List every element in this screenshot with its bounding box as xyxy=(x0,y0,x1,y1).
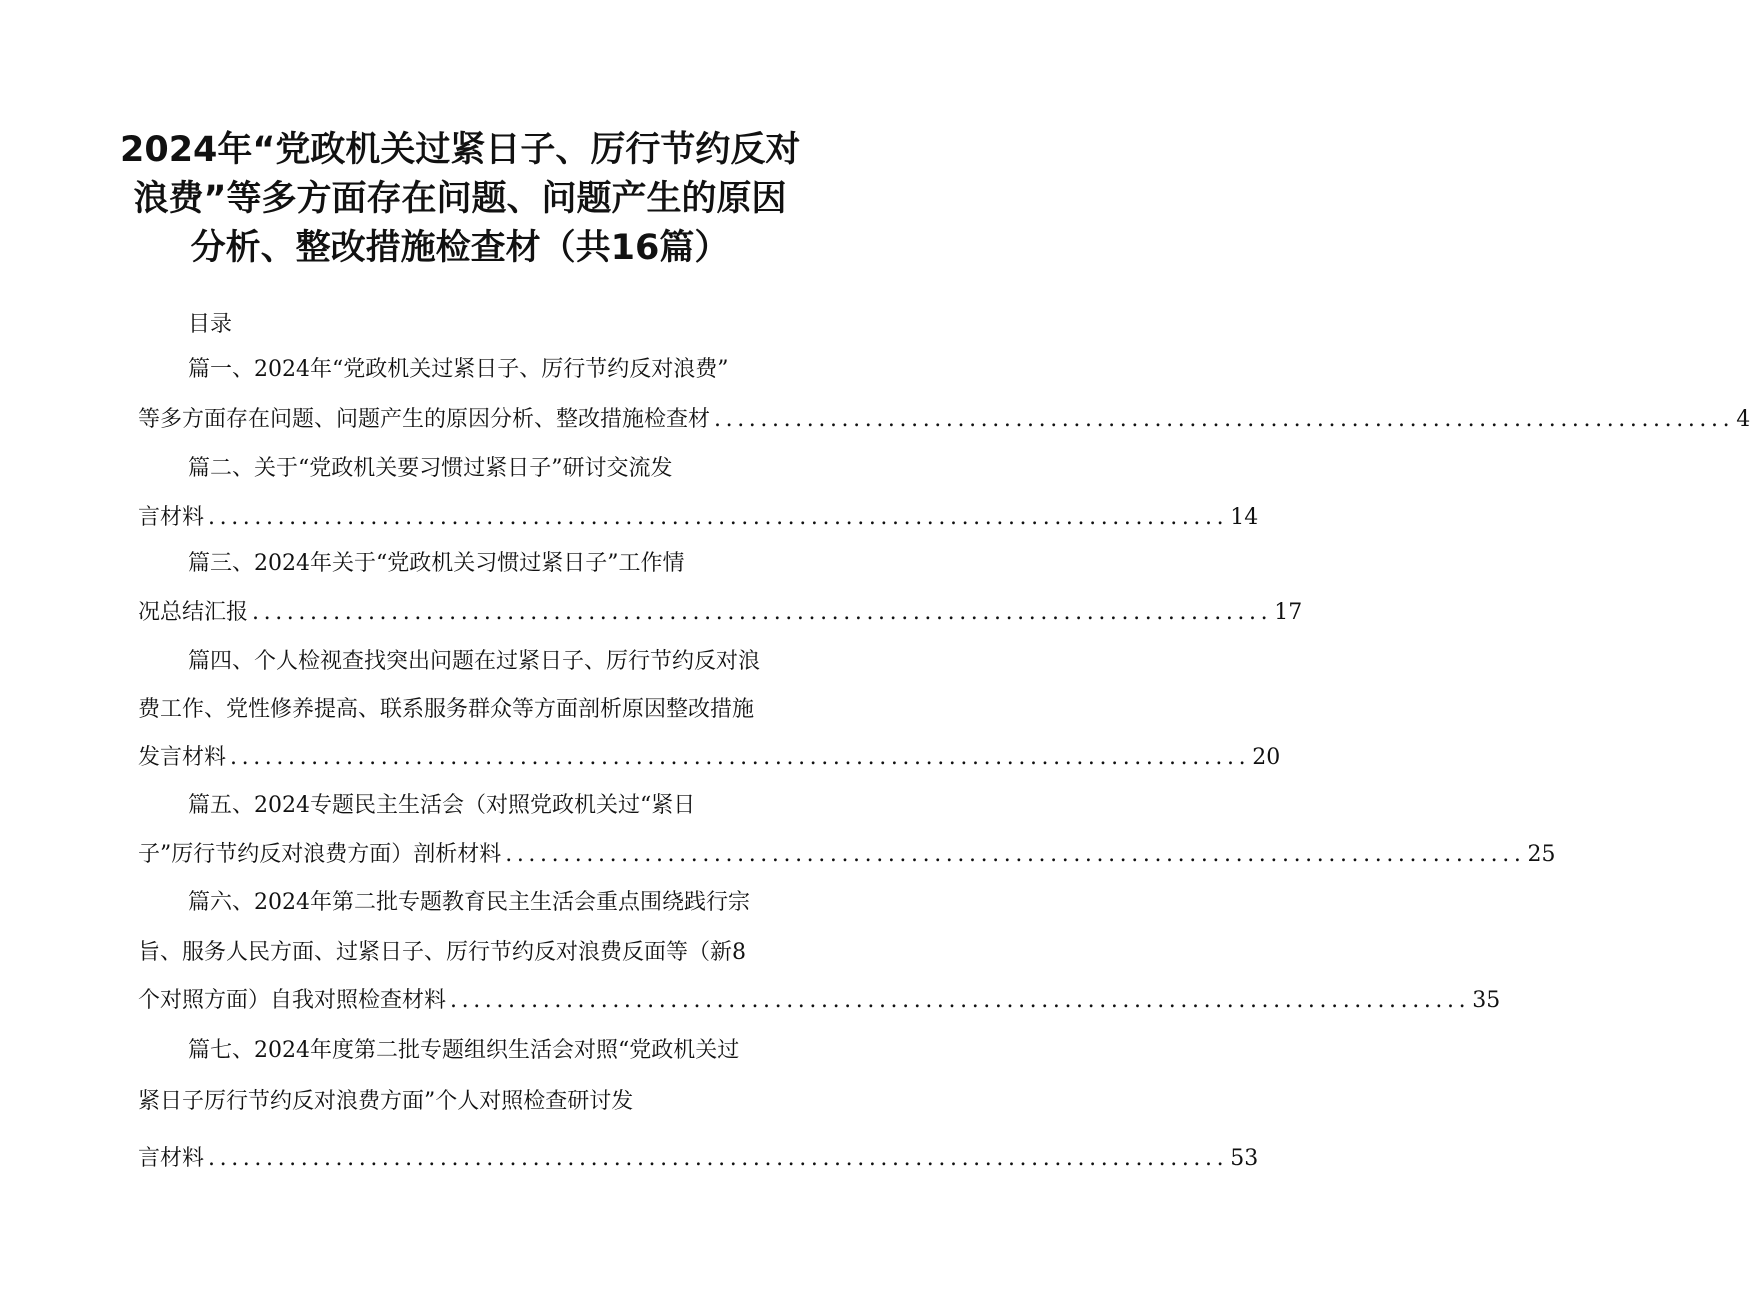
dot-leader: ........................................................................................ xyxy=(252,600,1273,625)
toc-entry-1-line[interactable]: 篇一、2024年“党政机关过紧日子、厉行节约反对浪费” xyxy=(188,357,729,382)
toc-entry-text: 个对照方面）自我对照检查材料 xyxy=(138,988,447,1013)
toc-entry-3-line[interactable]: 篇三、2024年关于“党政机关习惯过紧日子”工作情 xyxy=(188,551,685,576)
toc-entry-7-line[interactable]: 紧日子厉行节约反对浪费方面”个人对照检查研讨发 xyxy=(138,1089,634,1114)
toc-heading: 目录 xyxy=(188,312,233,337)
toc-page-number: 14 xyxy=(1230,505,1259,530)
toc-page-number: 53 xyxy=(1230,1146,1259,1171)
toc-entry-4-line[interactable]: 费工作、党性修养提高、联系服务群众等方面剖析原因整改措施 xyxy=(138,697,755,722)
toc-entry-text: 况总结汇报 xyxy=(138,600,249,625)
toc-page-number: 20 xyxy=(1252,745,1281,770)
toc-entry-2-line[interactable]: 篇二、关于“党政机关要习惯过紧日子”研讨交流发 xyxy=(188,456,673,481)
toc-page-number: 4 xyxy=(1736,407,1750,432)
toc-entry-text: 等多方面存在问题、问题产生的原因分析、整改措施检查材 xyxy=(138,407,711,432)
toc-entry-text: 发言材料 xyxy=(138,745,227,770)
toc-entry-6-line[interactable]: 篇六、2024年第二批专题教育民主生活会重点围绕践行宗 xyxy=(188,890,750,915)
toc-page-number: 17 xyxy=(1274,600,1303,625)
dot-leader: ........................................................................................ xyxy=(505,842,1526,867)
toc-entry-6-line[interactable]: 旨、服务人民方面、过紧日子、厉行节约反对浪费反面等（新8 xyxy=(138,940,746,965)
dot-leader: ........................................................................................ xyxy=(208,1146,1229,1171)
toc-entry-text: 言材料 xyxy=(138,1146,205,1171)
toc-entry-7-line[interactable]: 篇七、2024年度第二批专题组织生活会对照“党政机关过 xyxy=(188,1038,740,1063)
toc-entry-3-last-line[interactable] xyxy=(138,598,1303,628)
toc-page-number: 35 xyxy=(1472,988,1501,1013)
title-line: 分析、整改措施检查材（共16篇） xyxy=(190,228,730,268)
dot-leader: ........................................................................................ xyxy=(450,988,1471,1013)
toc-entry-5-line[interactable]: 篇五、2024专题民主生活会（对照党政机关过“紧日 xyxy=(188,793,696,818)
title-line: 2024年“党政机关过紧日子、厉行节约反对 xyxy=(120,130,801,170)
toc-entry-4-last-line[interactable] xyxy=(138,743,1281,773)
toc-entry-1-last-line[interactable] xyxy=(138,405,1750,435)
toc-entry-5-last-line[interactable] xyxy=(138,840,1556,870)
toc-entry-7-last-line[interactable] xyxy=(138,1144,1259,1174)
toc-entry-4-line[interactable]: 篇四、个人检视查找突出问题在过紧日子、厉行节约反对浪 xyxy=(188,649,761,674)
toc-entry-2-last-line[interactable] xyxy=(138,503,1259,533)
title-line: 浪费”等多方面存在问题、问题产生的原因 xyxy=(133,179,787,219)
dot-leader: ........................................................................................ xyxy=(230,745,1251,770)
toc-page-number: 25 xyxy=(1527,842,1556,867)
toc-entry-text: 子”厉行节约反对浪费方面）剖析材料 xyxy=(138,842,502,867)
dot-leader: ........................................................................................ xyxy=(714,407,1735,432)
toc-entry-6-last-line[interactable] xyxy=(138,986,1501,1016)
dot-leader: ........................................................................................ xyxy=(208,505,1229,530)
toc-entry-text: 言材料 xyxy=(138,505,205,530)
